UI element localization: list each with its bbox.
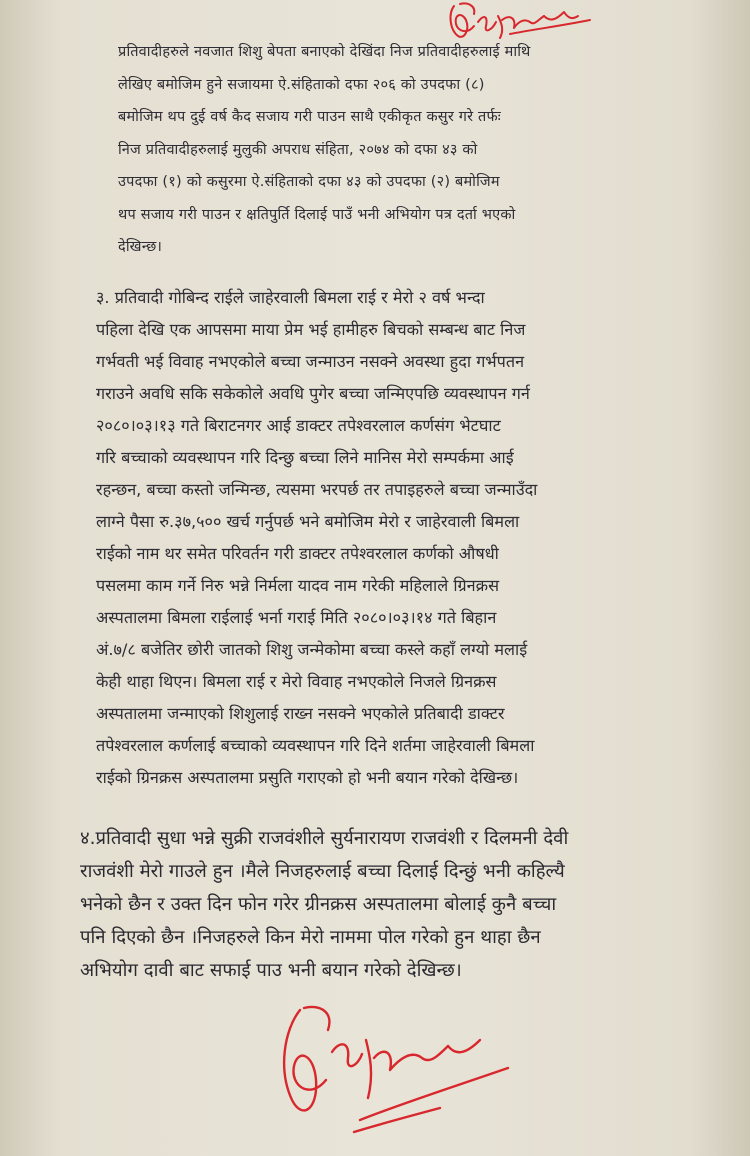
text-line: केही थाहा थिएन। बिमला राई र मेरो विवाह नभएकोले निजले ग्रिनक्रस [96,672,497,691]
text-line: राईको ग्रिनक्रस अस्पतालमा प्रसुति गराएको हो भनी बयान गरेको देखिन्छ। [96,768,519,787]
text-line: बमोजिम थप दुई वर्ष कैद सजाय गरी पाउन साथै एकीकृत कसुर गरे तर्फः [118,109,501,125]
text-line: निज प्रतिवादीहरुलाई मुलुकी अपराध संहिता, २०७४ को दफा ४३ को [118,141,478,158]
text-line: राजवंशी मेरो गाउले हुन ।मैले निजहरुलाई बच्चा दिलाई दिन्छुं भनी कहिल्यै [80,861,565,882]
text-line: उपदफा (१) को कसुरमा ऐ.संहिताको दफा ४३ को उपदफा (२) बमोजिम [118,174,500,190]
text-line: प्रतिवादीहरुले नवजात शिशु बेपता बनाएको देखिंदा निज प्रतिवादीहरुलाई माथि [118,44,531,60]
text-line: पसलमा काम गर्ने निरु भन्ने निर्मला यादव नाम गरेकी महिलाले ग्रिनक्रस [96,576,500,595]
text-line: थप सजाय गरी पाउन र क्षतिपुर्ति दिलाई पाउँ भनी अभियोग पत्र दर्ता भएको [118,206,516,223]
text-line: भनेको छैन र उक्त दिन फोन गरेर ग्रीनक्रस अस्पतालमा बोलाई कुनै बच्चा [80,894,557,915]
text-line: ३. प्रतिवादी गोबिन्द राईले जाहेरवाली बिमला राई र मेरो २ वर्ष भन्दा [96,288,485,307]
text-line: अस्पतालमा जन्माएको शिशुलाई राख्न नसक्ने भएकोले प्रतिबादी डाक्टर [96,704,505,723]
signature-bottom [270,1000,520,1144]
signature-bottom-graphic [270,1000,520,1140]
text-line: पहिला देखि एक आपसमा माया प्रेम भई हामीहरु बिचको सम्बन्ध बाट निज [96,320,526,339]
text-line: अं.७/८ बजेतिर छोरी जातको शिशु जन्मेकोमा बच्चा कस्ले कहाँ लग्यो मलाई [96,640,528,659]
text-line: गराउने अवधि सकि सकेकोले अवधि पुगेर बच्चा जन्मिएपछि व्यवस्थापन गर्न [96,384,530,403]
text-line: लाग्ने पैसा रु.३७,५०० खर्च गर्नुपर्छ भने बमोजिम मेरो र जाहेरवाली बिमला [96,512,520,531]
text-line: अभियोग दावी बाट सफाई पाउ भनी बयान गरेको देखिन्छ। [80,960,462,981]
paragraph-4 [80,822,730,987]
text-line: पनि दिएको छैन ।निजहरुले किन मेरो नाममा पोल गरेको हुन थाहा छैन [80,927,541,948]
text-line: लेखिए बमोजिम हुने सजायमा ऐ.संहिताको दफा २०६ को उपदफा (८) [118,76,485,93]
text-line: गरि बच्चाको व्यवस्थापन गरि दिन्छु बच्चा लिने मानिस मेरो सम्पर्कमा आई [96,448,514,467]
text-line: २०८०।०३।१३ गते बिराटनगर आई डाक्टर तपेश्वरलाल कर्णसंग भेटघाट [96,416,501,435]
text-line: रहन्छन, बच्चा कस्तो जन्मिन्छ, त्यसमा भरपर्छ तर तपाइहरुले बच्चा जन्माउँदा [96,480,538,499]
text-line: राईको नाम थर समेत परिवर्तन गरी डाक्टर तपेश्वरलाल कर्णको औषधी [96,544,499,563]
paragraph-3 [96,282,726,794]
text-line: गर्भवती भई विवाह नभएकोले बच्चा जन्माउन नसक्ने अवस्था हुदा गर्भपतन [96,352,525,371]
text-line: देखिन्छ। [118,239,163,255]
paragraph-continued [118,36,718,264]
text-line: तपेश्वरलाल कर्णलाई बच्चाको व्यवस्थापन गरि दिने शर्तमा जाहेरवाली बिमला [96,736,535,755]
text-line: ४.प्रतिवादी सुधा भन्ने सुक्री राजवंशीले सुर्यनारायण राजवंशी र दिलमनी देवी [80,828,569,849]
text-line: अस्पतालमा बिमला राईलाई भर्ना गराई मिति २०८०।०३।१४ गते बिहान [96,608,497,627]
